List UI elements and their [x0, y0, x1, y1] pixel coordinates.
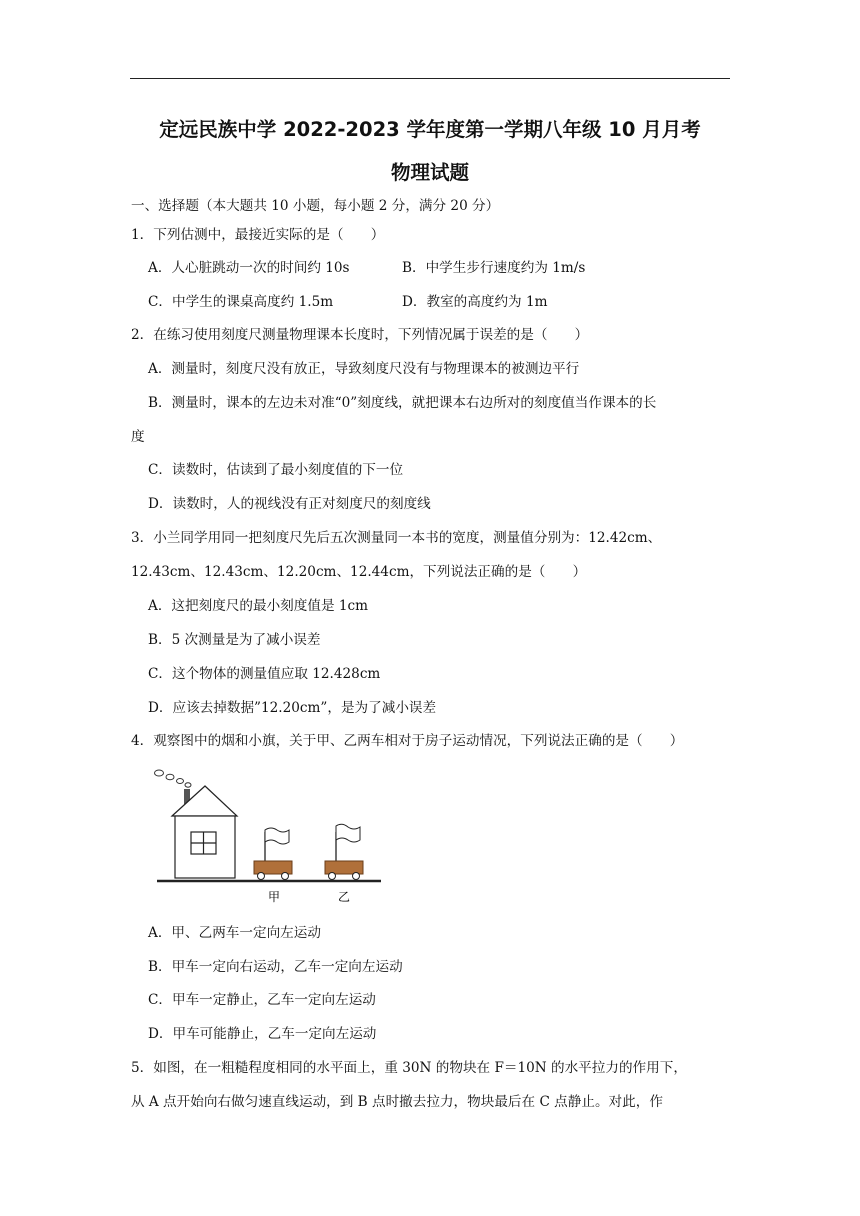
question-3-option-d: D．应该去掉数据”12.20cm”，是为了减小误差 [148, 700, 437, 716]
question-2-stem: 2．在练习使用刻度尺测量物理课本长度时，下列情况属于误差的是（ ） [131, 327, 589, 343]
question-1-option-a: A．人心脏跳动一次的时间约 10s [148, 260, 350, 276]
smoke-icon [155, 770, 192, 787]
question-2-option-b: B．测量时，课本的左边未对准“0”刻度线，就把课本右边所对的刻度值当作课本的长 [148, 395, 657, 411]
cart-yi [325, 824, 363, 879]
question-1-stem: 1．下列估测中，最接近实际的是（ ） [131, 227, 385, 243]
question-2-option-c: C．读数时，估读到了最小刻度值的下一位 [148, 462, 404, 478]
question-3-option-c: C．这个物体的测量值应取 12.428cm [148, 666, 381, 682]
question-3-stem: 3．小兰同学用同一把刻度尺先后五次测量同一本书的宽度，测量值分别为：12.42cm、 [131, 530, 662, 546]
question-4-option-b: B．甲车一定向右运动，乙车一定向左运动 [148, 959, 403, 975]
question-5-stem-cont: 从 A 点开始向右做匀速直线运动，到 B 点时撤去拉力，物块最后在 C 点静止。对此，作 [131, 1094, 663, 1110]
cart-jia [254, 828, 292, 880]
question-3-stem-cont: 12.43cm、12.43cm、12.20cm、12.44cm，下列说法正确的是（ ） [131, 564, 587, 580]
question-3-option-a: A．这把刻度尺的最小刻度值是 1cm [148, 598, 369, 614]
label-yi: 乙 [338, 890, 351, 904]
exam-title: 定远民族中学 2022-2023 学年度第一学期八年级 10 月月考 [159, 118, 701, 141]
question-2-option-b-wrap: 度 [131, 429, 145, 445]
question-2-option-d: D．读数时，人的视线没有正对刻度尺的刻度线 [148, 496, 431, 512]
question-5-stem: 5．如图，在一粗糙程度相同的水平面上，重 30N 的物块在 F＝10N 的水平拉力的作用下， [131, 1060, 687, 1076]
house-and-carts-figure [150, 764, 385, 910]
question-2-option-a: A．测量时，刻度尺没有放正，导致刻度尺没有与物理课本的被测边平行 [148, 361, 580, 377]
question-1-option-c: C．中学生的课桌高度约 1.5m [148, 294, 334, 310]
question-4-option-a: A．甲、乙两车一定向左运动 [148, 925, 321, 941]
question-4-stem: 4．观察图中的烟和小旗，关于甲、乙两车相对于房子运动情况，下列说法正确的是（ ） [131, 733, 684, 749]
question-1-option-d: D．教室的高度约为 1m [402, 294, 548, 310]
exam-subtitle: 物理试题 [390, 161, 469, 184]
section-heading: 一、选择题（本大题共 10 小题，每小题 2 分，满分 20 分） [131, 198, 500, 214]
question-4-option-c: C．甲车一定静止，乙车一定向左运动 [148, 992, 376, 1008]
house-icon [172, 786, 237, 878]
header-rule [130, 78, 730, 79]
question-1-option-b: B．中学生步行速度约为 1m/s [402, 260, 586, 276]
question-3-option-b: B．5 次测量是为了减小误差 [148, 632, 321, 648]
label-jia: 甲 [268, 890, 281, 904]
question-4-option-d: D．甲车可能静止，乙车一定向左运动 [148, 1026, 377, 1042]
